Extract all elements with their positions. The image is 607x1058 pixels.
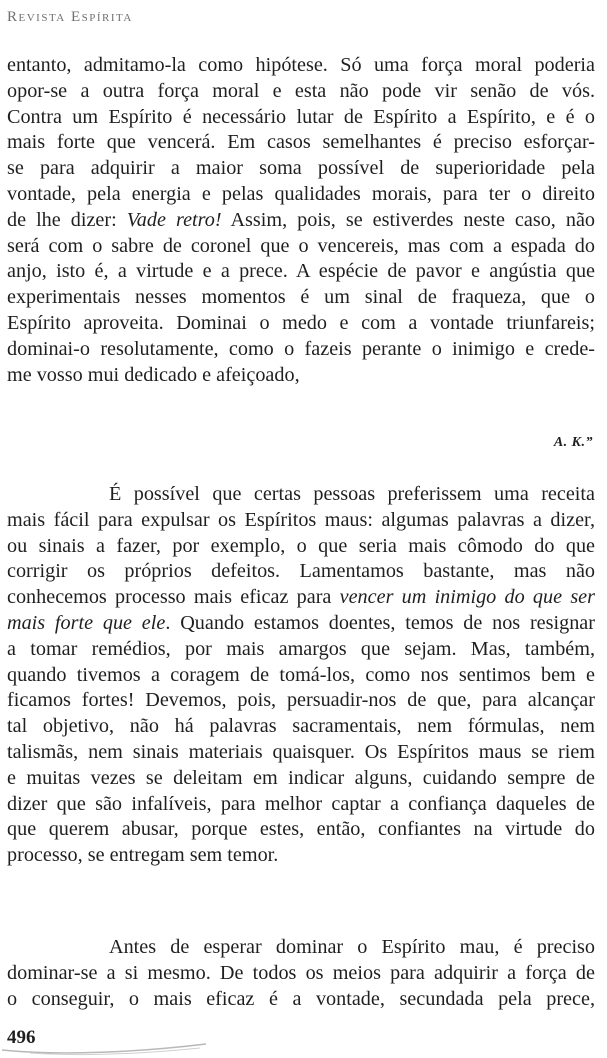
- text-line: ficamos fortes! Devemos, pois, persuadir-nos de que, para alcançar: [7, 689, 595, 712]
- text-line-indented: É possível que certas pessoas preferissem uma receita: [109, 483, 595, 505]
- text-line-last: processo, se entregam sem temor.: [7, 844, 279, 867]
- text-line-indented: Antes de esperar dominar o Espírito mau, é preciso: [109, 936, 595, 958]
- text-segment: Assim, pois, se estiverdes neste caso, não: [221, 208, 595, 231]
- signature: A. K.”: [553, 435, 593, 450]
- text-line: e muitas vezes se deleitam em indicar alguns, cuidando sempre de: [7, 766, 595, 789]
- running-head: Revista Espírita: [7, 9, 133, 25]
- page-number: 496: [7, 1027, 36, 1048]
- text-line: talismãs, nem sinais materiais quaisquer. Os Espíritos maus se riem: [7, 740, 595, 763]
- text-line: mais forte que vencerá. Em casos semelhantes é preciso esforçar-: [7, 131, 595, 154]
- text-line: corrigir os próprios defeitos. Lamentamos bastante, mas não: [7, 560, 595, 583]
- paragraph-3: [7, 935, 595, 1012]
- text-line-last: me vosso mui dedicado e afeiçoado,: [7, 363, 300, 386]
- text-line: dominai-o resolutamente, como o fazeis perante o inimigo e crede-: [7, 337, 595, 360]
- text-line: entanto, admitamo-la como hipótese. Só uma força moral poderia: [7, 54, 595, 76]
- text-line: dizer que são infalíveis, para melhor captar a confiança daqueles de: [7, 792, 595, 815]
- text-line: dominar-se a si mesmo. De todos os meios para adquirir a força de: [7, 961, 595, 984]
- text-line: que querem abusar, porque estes, então, confiantes na virtude do: [7, 818, 595, 841]
- text-line: anjo, isto é, a virtude e a prece. A espécie de pavor e angústia que: [7, 260, 595, 283]
- text-line-with-italic: [7, 585, 595, 611]
- text-segment: de lhe dizer:: [7, 208, 127, 231]
- text-line: tal objetivo, não há palavras sacramentais, nem fórmulas, nem: [7, 715, 595, 738]
- paragraph-1: [7, 53, 595, 388]
- text-line: Espírito aproveita. Dominai o medo e com a vontade triunfareis;: [7, 311, 595, 334]
- text-line: ou sinais a fazer, por exemplo, o que seria mais cômodo do que: [7, 534, 595, 557]
- text-line: experimentais nesses momentos é um sinal de fraqueza, que o: [7, 286, 595, 309]
- text-line: opor-se a outra força moral e esta não pode vir senão de vós.: [7, 79, 595, 102]
- text-segment: . Quando estamos doentes, temos de nos resignar: [165, 611, 595, 634]
- text-segment: conhecemos processo mais eficaz para: [7, 586, 340, 609]
- paragraph-2: [7, 482, 595, 869]
- italic-phrase: vencer um inimigo do que ser: [339, 586, 595, 609]
- italic-phrase: mais forte que ele: [7, 611, 166, 634]
- text-line: a tomar remédios, por mais amargos que sejam. Mas, também,: [7, 637, 595, 660]
- italic-phrase: Vade retro!: [126, 208, 222, 231]
- text-line-with-italic: [7, 611, 595, 637]
- text-line: mais fácil para expulsar os Espíritos maus: algumas palavras a dizer,: [7, 508, 595, 531]
- text-line: quando tivemos a coragem de tomá-los, como nos sentimos bem e: [7, 663, 595, 686]
- text-line-with-italic: [7, 208, 595, 234]
- text-line: vontade, pela energia e pelas qualidades morais, para ter o direito: [7, 182, 595, 205]
- text-line: Contra um Espírito é necessário lutar de Espírito a Espírito, e é o: [7, 105, 595, 128]
- text-line: será com o sabre de coronel que o vencereis, mas com a espada do: [7, 234, 595, 257]
- text-line: se para adquirir a maior soma possível de superioridade pela: [7, 157, 595, 180]
- text-line: o conseguir, o mais eficaz é a vontade, secundada pela prece,: [7, 987, 595, 1010]
